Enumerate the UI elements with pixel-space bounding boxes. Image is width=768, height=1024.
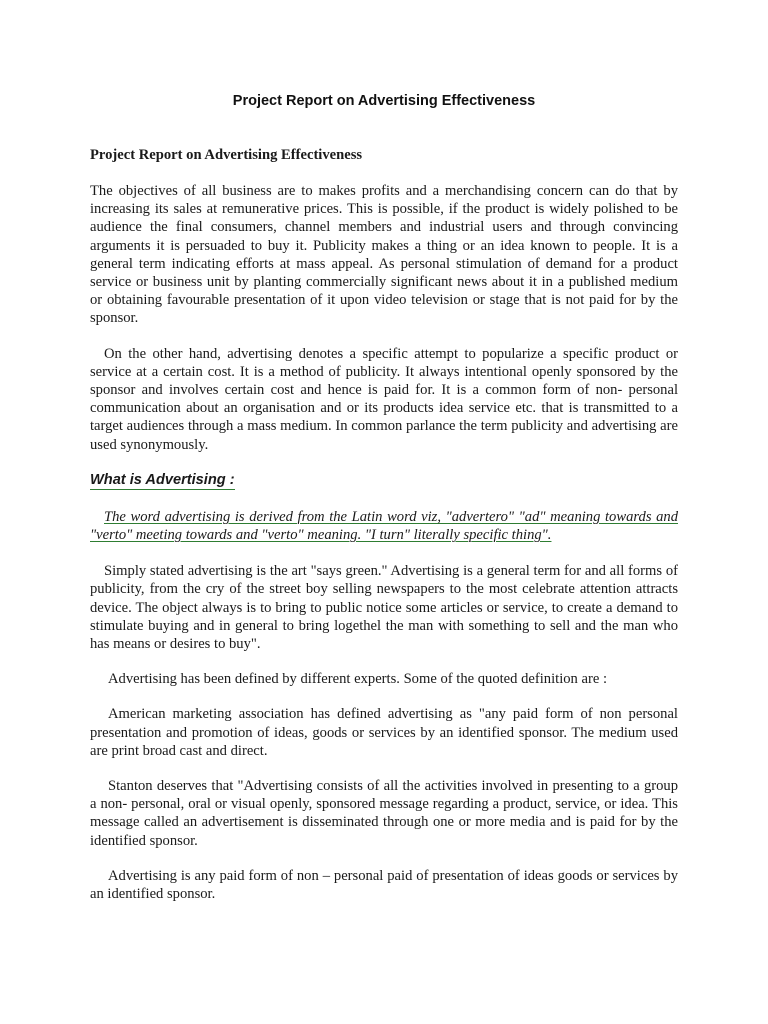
paragraph-stanton-definition: Stanton deserves that "Advertising consists of all the activities involved in presenting to a group a non- personal, oral or visual openly, sponsored message regarding a product, service, or idea. This message called an advertisement is disseminated through one or more media and is paid for by the identified sponsor. <box>90 778 678 849</box>
paragraph-ama-definition: American marketing association has defined advertising as "any paid form of non personal presentation and promotion of ideas, goods or services by an identified sponsor. The medium used are print broad cast and direct. <box>90 706 678 759</box>
paragraph-other-hand: On the other hand, advertising denotes a specific attempt to popularize a specific product or service at a certain cost. It is a method of publicity. It always intentional openly sponsored by the sponsor and involves certain cost and hence is paid for. It is a common form of non- personal communication about an organisation and or its products idea service etc. that is transmitted to a target audiences through a mass medium. In common parlance the term publicity and advertising are used synonymously. <box>90 345 678 453</box>
paragraph-intro: The objectives of all business are to makes profits and a merchandising concern can do that by increasing its sales at remunerative prices. This is possible, if the product is widely polished to be audience the final consumers, channel members and industrial users and through convincing arguments it is persuaded to buy it. Publicity makes a thing or an idea known to people. It is a general term indicating efforts at mass appeal. As personal stimulation of demand for a product service or business unit by planting commercially significant news about it in a published medium or obtaining favourable presentation of it upon video television or stage that is not paid for by the sponsor. <box>90 183 678 327</box>
paragraph-defined-by-experts: Advertising has been defined by different experts. Some of the quoted definition are : <box>108 671 608 688</box>
paragraph-latin-quote <box>90 508 678 544</box>
paragraph-paid-form: Advertising is any paid form of non – personal paid of presentation of ideas goods or services by an identified sponsor. <box>90 867 678 903</box>
document-body <box>90 146 678 903</box>
paragraph-simply-stated: Simply stated advertising is the art "says green." Advertising is a general term for and all forms of publicity, from the cry of the street boy selling newspapers to the most celebrate attention attracts device. The object always is to bring to public notice some articles or service, to create a demand to stimulate buying and in general to bring logethel the man with something to sell and the man who has means or desires to buy". <box>90 563 678 653</box>
quote-text: The word advertising is derived from the Latin word viz, "advertero" "ad" meaning towards and "verto" meeting towards and "verto" meaning. "I turn" literally specific thing". <box>90 508 678 544</box>
section-heading-what-is-advertising: What is Advertising : <box>90 471 235 488</box>
document-subtitle: Project Report on Advertising Effectiveness <box>90 147 363 163</box>
document-title: Project Report on Advertising Effectiveness <box>232 93 536 109</box>
